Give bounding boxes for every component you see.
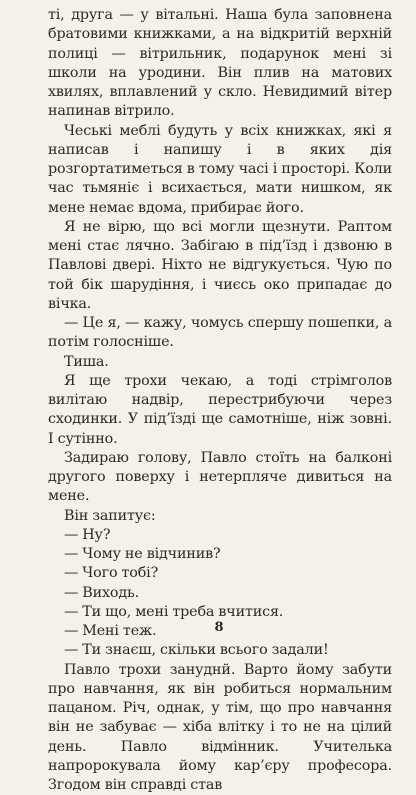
dialogue-line: — Виходь. bbox=[48, 584, 392, 603]
dialogue-line: — Чому не відчинив? bbox=[48, 545, 392, 564]
paragraph: Він запитує: bbox=[48, 507, 392, 526]
page-number: 8 bbox=[0, 620, 416, 635]
paragraph: Чеські меблі будуть у всіх книжках, які я написав і напишу і в яких дія розгортатиметься в тому часі і просторі. Коли час тьмяніє і всихається, мати нишком, як мене немає вдома, прибирає його. bbox=[48, 122, 392, 218]
paragraph: Тиша. bbox=[48, 353, 392, 372]
dialogue-line: — Чого тобі? bbox=[48, 564, 392, 583]
dialogue-line: — Мені теж. bbox=[48, 622, 392, 641]
paragraph: Я ще трохи чекаю, а тоді стрімголов вилітаю надвір, перестрибуючи через сходинки. У під’їзді ще самотніше, ніж зовні. І сутінно. bbox=[48, 372, 392, 449]
paragraph: Павло трохи зануднй. Варто йому забути про навчання, як він робиться нормальним пацаном. Річ, однак, у тім, що про навчання він не забуває — хіба влітку і то не на цілий день. Павло відмінник. Учителька напророкувала йому кар’єру професора. Згодом він справді став bbox=[48, 661, 392, 795]
dialogue-line: — Ти що, мені треба вчитися. bbox=[48, 603, 392, 622]
paragraph: ті, друга — у вітальні. Наша була заповнена братовими книжками, а на відкритій верхній полиці — вітрильник, подарунок мені зі школи на уродини. Він плив на матових хвилях, вплавлений у скло. Невидимий вітер напинав вітрило. bbox=[48, 6, 392, 122]
body-text bbox=[48, 6, 392, 795]
dialogue-line: — Ну? bbox=[48, 526, 392, 545]
paragraph: Я не вірю, що всі могли щезнути. Раптом мені стає лячно. Забігаю в під’їзд і дзвоню в Павлові двері. Ніхто не відгукується. Чую по той бік шарудіння, і чиєсь око припадає до вічка. bbox=[48, 218, 392, 314]
dialogue-line: — Ти знаєш, скільки всього задали! bbox=[48, 641, 392, 660]
paragraph: Задираю голову, Павло стоїть на балконі другого поверху і нетерпляче дивиться на мене. bbox=[48, 449, 392, 507]
dialogue-line: — Це я, — кажу, чомусь спершу пошепки, а потім голосніше. bbox=[48, 314, 392, 353]
